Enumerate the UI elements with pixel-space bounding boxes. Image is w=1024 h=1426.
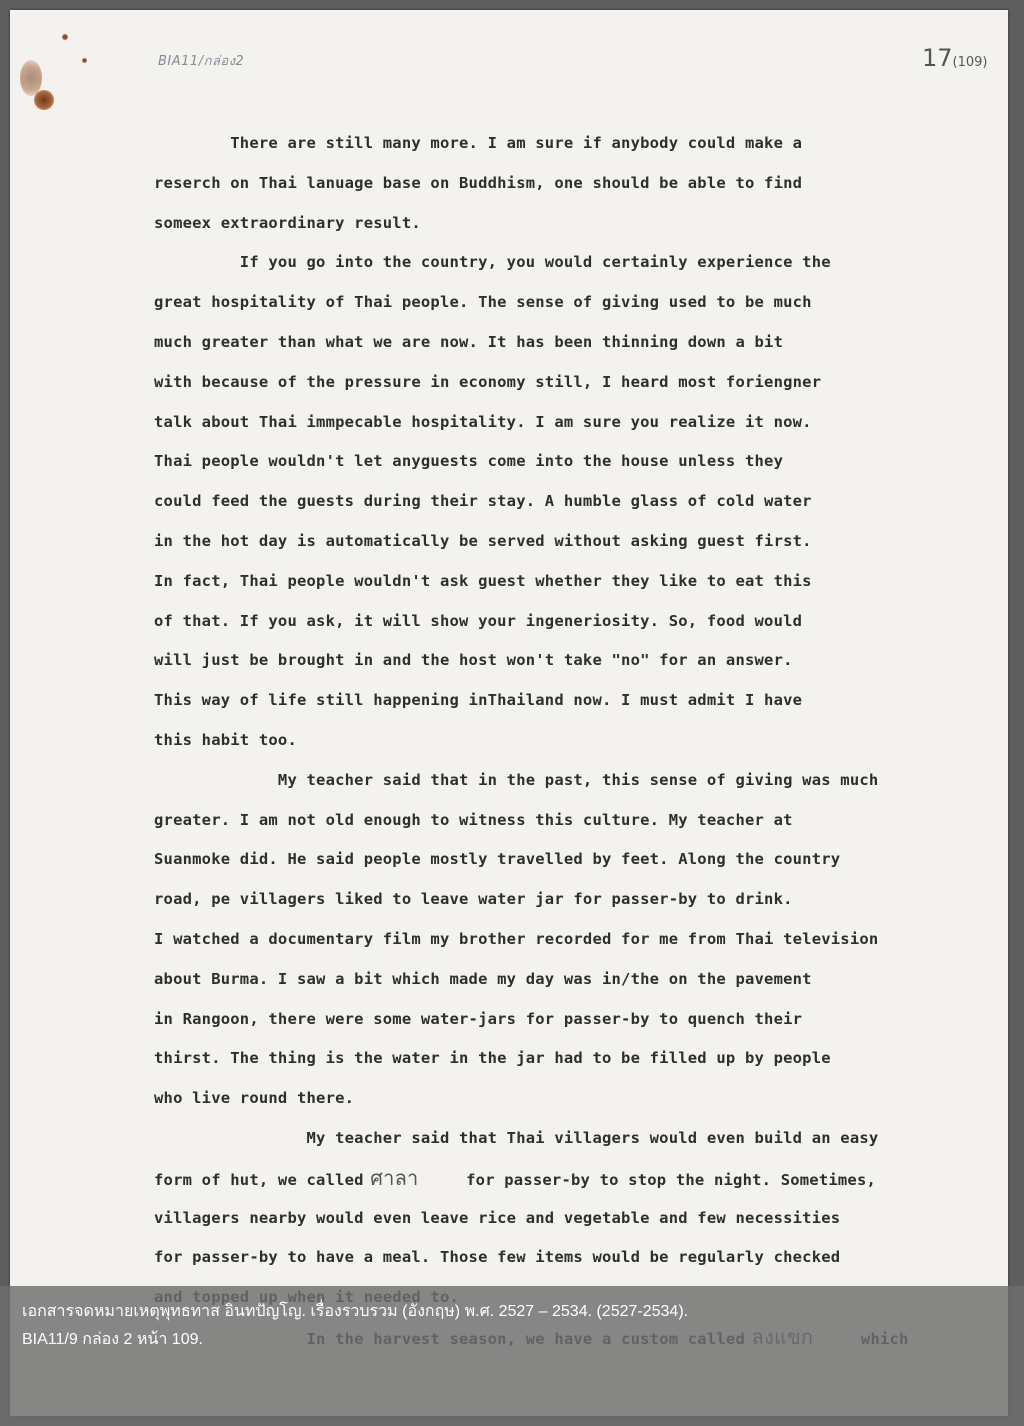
text-line: I watched a documentary film my brother recorded for me from Thai television [154,929,879,948]
text-line: villagers nearby would even leave rice and vegetable and few necessities [154,1208,841,1227]
text-line: talk about Thai immpecable hospitality. I am sure you realize it now. [154,412,812,431]
text-line: of that. If you ask, it will show your ingeneriosity. So, food would [154,611,803,630]
text-line: road, pe villagers liked to leave water jar for passer-by to drink. [154,890,793,909]
archive-reference: BIA11/กล่อง2 [158,54,245,69]
text-line: someex extraordinary result. [154,213,421,232]
page-number [922,44,988,72]
text-line: in Rangoon, there were some water-jars for passer-by to quench their [154,1009,803,1028]
text-line: My teacher said that Thai villagers would even build an easy [154,1128,879,1147]
text-line: If you go into the country, you would certainly experience the [154,253,831,272]
text-line: This way of life still happening inThailand now. I must admit I have [154,691,803,710]
text-line: much greater than what we are now. It has been thinning down a bit [154,332,784,351]
caption-line-1: เอกสารจดหมายเหตุพุทธทาส อินทปัญโญ. เรื่องรวบรวม (อังกฤษ) พ.ศ. 2527 – 2534. (2527-2534). [22,1303,689,1320]
text-line: There are still many more. I am sure if anybody could make a [154,134,803,152]
pin-mark [62,34,68,40]
text-line: My teacher said that in the past, this sense of giving was much [154,770,879,789]
typed-text [154,124,954,1358]
text-line: reserch on Thai lanuage base on Buddhism, one should be able to find [154,173,803,192]
text-line: In fact, Thai people wouldn't ask guest whether they like to eat this [154,571,812,590]
text-line: could feed the guests during their stay. A humble glass of cold water [154,492,812,511]
handwritten-thai-sala: ศาลา [363,1165,419,1190]
text-line: greater. I am not old enough to witness this culture. My teacher at [154,810,793,829]
text-line: who live round there. [154,1089,355,1108]
text-line: Thai people wouldn't let anyguests come into the house unless they [154,452,784,471]
text-line: Suanmoke did. He said people mostly travelled by feet. Along the country [154,850,841,869]
text-line: about Burma. I saw a bit which made my day was in/the on the pavement [154,969,812,988]
document-page [10,10,1008,1416]
text-line: will just be brought in and the host won't take "no" for an answer. [154,651,793,670]
text-line: great hospitality of Thai people. The sense of giving used to be much [154,293,812,312]
staple-hole [34,90,54,110]
text-line: with because of the pressure in economy still, I heard most foriengner [154,372,822,391]
page-number-sub: (109) [952,55,988,70]
text-line: thirst. The thing is the water in the jar had to be filled up by people [154,1049,831,1068]
caption-line-2: BIA11/9 กล่อง 2 หน้า 109. [22,1331,203,1348]
text-line: in the hot day is automatically be served without asking guest first. [154,531,812,550]
hut-line-rest: for passer-by to stop the night. Sometimes, [418,1170,877,1189]
pin-mark-2 [82,58,87,63]
text-line: for passer-by to have a meal. Those few items would be regularly checked [154,1248,841,1267]
page-number-main: 17 [922,44,953,72]
caption-bar [0,1286,1024,1426]
text-line: this habit too. [154,730,297,749]
text-line: form of hut, we called ศาลา for passer-by to stop the night. Sometimes, [154,1165,877,1190]
